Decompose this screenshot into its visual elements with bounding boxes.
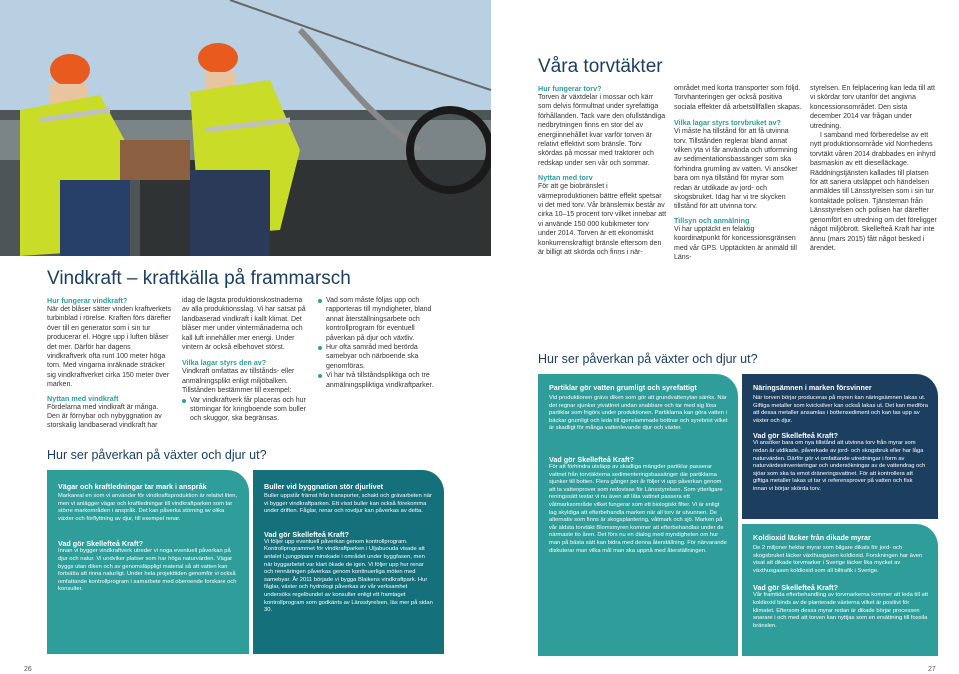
list-item: Vi har två tillståndspliktiga och tre anmälningspliktiga vindkraftparker. bbox=[318, 371, 442, 390]
box-text: Vi ansöker bara om nya tillstånd att utvinna torv från myrar som redan är utdikade, påverkade av jord- och skogsbruk eller har låga naturvärden. Därför gör vi omfattande utredningar i form av naturvärdesinventeringar och undersökningar av de vattendrag och sjöar som ska ta emot dräneringsvattnet. För att kontrollera att giftiga metaller lakas ut tar vi referensprover på vatten och fisk innan vi börjar skörda torv. bbox=[753, 440, 926, 492]
section-text: Vi måste ha tillstånd för att få utvinna torv. Tillstånden reglerar bland annat vilken yta vi får använda och utformning av sedimentationsbassänger som ska förhindra grumling av vatten. Vi ansöker bara om nya tillstånd för myrar som redan är utdikade av jord- och skogsbruket. Idag har vi tre skycken tillstånd för att utvinna torv. bbox=[674, 128, 798, 211]
box-text: Vid produktionen grävs diken som gör att grundvattenytan sänks. När det regnar sjunker ytvattnet undan snabbare och tar med sig lösa partiklar som frigörs under produktionen. Partiklarna kan göra vatten i bäckar grumligt och leda till igenslammade bottnar och syrebrist vilket är skadligt för många vattenlevande djur och växter. bbox=[549, 395, 728, 432]
info-box-nutrients bbox=[742, 374, 938, 519]
section-text: För att ge biobränslet i värmeproduktionen bättre effekt spetsar vi det med torv. Vår bränslemix består av cirka 10–15 procent torv vilket innebar att vi använde 150 000 kubikmeter torv under 2014. Torven är ett ekonomiskt konkurrenskraftigt bränsle eftersom den är billigt att skörda och finns i när- bbox=[538, 183, 667, 257]
section-heading: Tillsyn och anmälning bbox=[674, 215, 750, 225]
box-text: Innan vi bygger vindkraftverk utreder vi noga eventuell påverkan på djur och natur. Vi undviker platser som har höga naturvärden. Vägar byggs utan diken och av genomsläppligt material så att vatten kan fortsätta att rinna naturligt. Under hela projekttiden genomför vi också omfattande kontrollprogram i samarbete med oberoende forskare och konsulter. bbox=[58, 548, 237, 593]
impact-heading: Hur ser påverkan på växter och djur ut? bbox=[47, 448, 267, 462]
section-heading: Hur fungerar torv? bbox=[538, 84, 602, 93]
section-text: idag de lägsta produktionskostnaderna av alla produktionsslag. Vi har satsat på landbaserad vindkraft i kallt klimat. Det blåser mer under vintermånaderna och kall luft innehåller mer energi. Under vintern är också elbehovet störst. bbox=[182, 297, 306, 352]
box-heading: Vad gör Skellefteå Kraft? bbox=[264, 529, 350, 539]
section-text: När det blåser sätter vinden kraftverkets turbinblad i rörelse. Kraften förs därefter över till en generator som i sin tur producerar el. Högre upp i luften blåser det mer. Därför har dagens vindkraftverk ofta runt 100 meter höga torn. Med vingarna inräknade sträcker sig vindkraftverket cirka 150 meter över marken. bbox=[47, 306, 172, 389]
box-heading: Buller vid byggnation stör djurlivet bbox=[264, 482, 384, 491]
box-heading: Vad gör Skellefteå Kraft? bbox=[58, 539, 144, 549]
impact-heading: Hur ser påverkan på växter och djur ut? bbox=[538, 352, 758, 366]
page-number: 26 bbox=[24, 666, 32, 673]
list-item: Vad som måste följas upp och rapporteras till myndigheter, bland annat återställningsarbete och kontrollprogram för eventuell påverkan på djur och växtliv. bbox=[318, 296, 442, 343]
right-column-2 bbox=[674, 84, 802, 263]
bullet-list bbox=[182, 396, 308, 424]
box-heading: Näringsämnen i marken försvinner bbox=[753, 383, 872, 392]
list-item: Var vindkraftverk får placeras och hur störningar för kringboende som buller och skuggor, ska begränsas. bbox=[182, 396, 308, 424]
info-box-noise bbox=[253, 470, 444, 654]
section-heading: Vilka lagar styrs torvbruket av? bbox=[674, 118, 781, 128]
info-box-roads bbox=[47, 470, 249, 654]
page-title: Vindkraft – kraftkälla på frammarsch bbox=[47, 268, 351, 289]
box-text: För att förhindra utsläpp av skadliga mängder partiklar passerar vattnet från torvtäkterna sedimenteringsbassänger där partiklarna sjunker till botten. Flera gånger per år följer vi upp påverkan genom att ta vattenprover som redovisas för Länsstyrelsen. Som ytterligare reningssätt testar vi nu även att låta vattnet passera ett våtmarksområde vilket fungerar som ett biologiskt filter. Vi är enligt lag skyldiga att efterbehandla marken när all torv är utvunnen. De alternativ som finns är skogsplantering, våtmark och sjö. Marken på vår äldsta torvtäkt Blomsmyren kommer att efterbehandlas under de närmaste tio åren. Det förs nu en dialog med myndigheten om hur man på bästa sätt kan bidra med denna återställning. För närvarande diskuterar man vilka mål man ska uppnå med återställningen. bbox=[549, 463, 727, 554]
section-heading: Nyttan med vindkraft bbox=[47, 393, 119, 403]
box-text: När torven börjar produceras på myren kan näringsämnen lakas ut. Giftiga metaller som kvicksilver kan också lakas ut. Det kan medföra att dessa metaller ansamlas i bottensediment och kan tas upp av växter och djur. bbox=[753, 395, 928, 424]
box-heading: Koldioxid läcker från dikade myrar bbox=[753, 533, 871, 542]
box-heading: Vad gör Skellefteå Kraft? bbox=[753, 431, 839, 441]
box-text: Vår framtida efterbehandling av torvmarkerna kommer att leda till att koldioxid binds av de planterade växterna vilket är positivt för klimatet. Eftersom dessa myrar redan är dikade börjar processen snarare i och med att torven kan nyttjas som en ersättning till fossila bränslen. bbox=[753, 592, 928, 629]
section-text: Vi har upptäckt en felaktig koordinatpunkt för koncessionsgränsen med vår GPS. Upptäckten är anmäld till Läns- bbox=[674, 225, 797, 262]
section-heading: Vilka lagar styrs den av? bbox=[182, 358, 267, 368]
wind-turbine-workers-photo bbox=[0, 0, 491, 256]
box-text: Buller uppstår främst från transporter, schakt och grävarbeten när vi bygger vindkraftparken. Ett visst buller kan också förekomma under driften. Fåglar, renar och rovdjur kan påverkas av detta. bbox=[264, 493, 432, 515]
right-page bbox=[480, 0, 959, 674]
section-text: Torven är växtdelar i mossar och kärr som delvis förmultnat under syrefattiga förhållanden. Tack vare den ofullständiga nedbrytningen finns en stor del av energiinnehållet kvar varför torven är relativt effektivt som bränsle. Torv skördas på mossar med traktorer och redskap under sen vår och sommar. bbox=[538, 94, 666, 167]
right-column-1 bbox=[538, 84, 666, 258]
section-heading: Hur fungerar vindkraft? bbox=[47, 296, 128, 305]
info-box-particles bbox=[538, 374, 738, 656]
section-text: styrelsen. En felplacering kan leda till att vi skördar torv utanför det angivna koncessionsområdet. Den sista december 2014 var frågan under utredning. bbox=[810, 85, 935, 130]
page-number: 27 bbox=[928, 666, 936, 673]
left-column-2 bbox=[182, 296, 308, 424]
section-text: Fördelarna med vindkraft är många. Den är förnybar och nybyggnation av storskalig landbaserad vindkraft har bbox=[47, 403, 162, 430]
box-text: De 2 miljoner hektar myrar som bilgare dikats för jord- och skogsbruket läcker växthusgasen koldioxid. Forskningen har även visat att dikade torvmarker i Sverige läcker lika mycket av växthusgasen koldioxid som all biltrafik i Sverige. bbox=[753, 545, 923, 574]
right-column-3 bbox=[810, 84, 938, 253]
section-text: området med korta transporter som följd. Torvhanteringen ger också positiva sociala effekter då arbetstillfällen skapas. bbox=[674, 85, 802, 111]
box-heading: Vad gör Skellefteå Kraft? bbox=[753, 583, 839, 593]
section-text: I samband med förberedelse av ett nytt produktionsområde vid Norrhedens torvtäkt våren 2014 drabbades en inhyrd basmaskin av ett dieselläckage. Räddningstjänsten kallades till platsen för att sanera utsläppet och händelsen anmäldes till Länsstyrelsen som i sin tur kontaktade polisen. Tjänsteman från Länsstyrelsen och polisen har därefter genomfört en utredning om det föreligger något miljöbrott. Skellefteå Kraft har inte ännu (mars 2015) fått något besked i ärendet. bbox=[810, 132, 937, 252]
info-box-carbon bbox=[742, 524, 938, 656]
box-heading: Vad gör Skellefteå Kraft? bbox=[549, 454, 635, 464]
left-column-3 bbox=[318, 296, 442, 390]
box-text: Markareal en som vi använder för vindkraftsproduktion är relativt liten, men vi anlägger vägar och kraftledningar till vindkraftparken som tar större markområden i anspråk. Det kan påverka störning av olika växter och förflyttning av djur, till exempel renar. bbox=[58, 493, 238, 522]
list-item: Hur ofta samråd med berörda samebyar och närboende ska genomföras. bbox=[318, 343, 442, 371]
section-text: Vindkraft omfattas av tillstånds- eller anmälningsplikt enligt miljöbalken. Tillstånden bestämmer till exempel: bbox=[182, 368, 295, 395]
left-column-1 bbox=[47, 296, 172, 431]
box-heading: Partiklar gör vatten grumligt och syrefattigt bbox=[549, 383, 697, 392]
section-heading: Nyttan med torv bbox=[538, 173, 593, 183]
box-text: Vi följer upp eventuell påverkan genom kontrollprogram. Kontrollprogrammet för vindkraftparken i Uljabuouda visade att antalet Ljungpipare minskade i området under byggfasen, men när byggarbetet var klart ökade de igen. Vi följer upp hur renar och rennäringen påverkas genom kontinuerliga möten med samebyar. År 2011 började vi bygga Blaikens vindkraftpark. Hur fåglar, växter och hydrologi påverkas av vår verksamhet undersöks regelbundet av konsulter enligt ett framtaget kontrollprogram som godkänts av Länsstyrelsen, läs mer på sidan 30. bbox=[264, 538, 433, 614]
left-page bbox=[0, 0, 479, 674]
box-heading: Vägar och kraftledningar tar mark i anspråk bbox=[58, 482, 207, 491]
page-title: Våra torvtäkter bbox=[538, 56, 663, 77]
bullet-list bbox=[318, 296, 442, 390]
